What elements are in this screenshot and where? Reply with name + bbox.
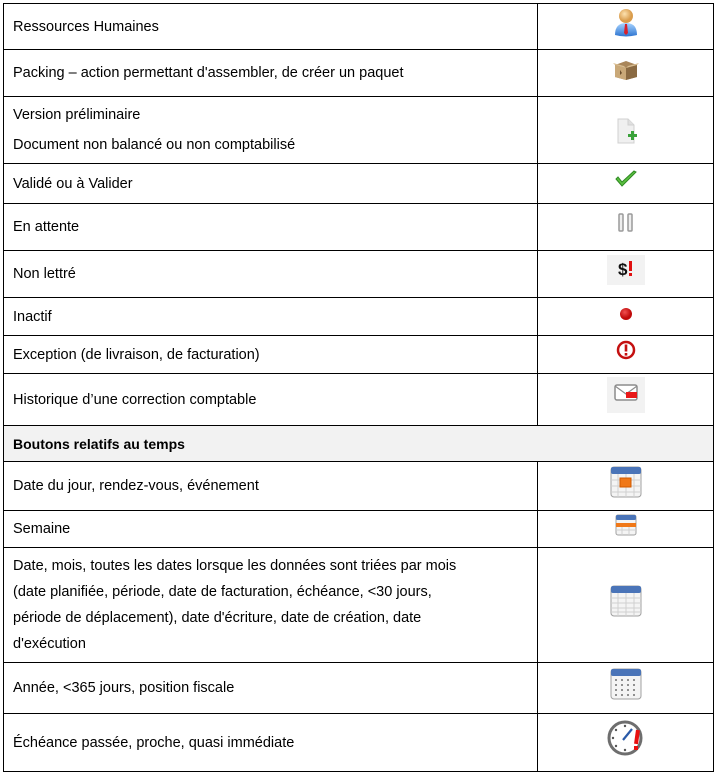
table-row	[4, 548, 714, 663]
calendar-day-icon	[610, 466, 642, 498]
description-text: période de déplacement), date d'écriture, date de création, date	[13, 610, 422, 626]
icon-cell	[538, 714, 714, 772]
icon-cell	[538, 251, 714, 298]
row-description	[4, 204, 538, 251]
row-description	[4, 374, 538, 426]
table-row	[4, 164, 714, 204]
svg-text:$: $	[617, 259, 627, 279]
checkmark-icon	[614, 169, 638, 189]
icon-cell	[538, 374, 714, 426]
description-text: Document non balancé ou non comptabilisé	[13, 137, 296, 153]
table-row	[4, 251, 714, 298]
row-description	[4, 97, 538, 164]
dollar-exclamation-icon	[607, 255, 645, 285]
description-text: Semaine	[13, 521, 71, 537]
icon-cell	[538, 548, 714, 663]
description-text: Exception (de livraison, de facturation)	[13, 346, 260, 363]
icon-cell	[538, 511, 714, 548]
description-text: (date planifiée, période, date de facturation, échéance, <30 jours,	[13, 584, 432, 600]
package-icon	[611, 57, 641, 81]
icon-cell	[538, 4, 714, 50]
row-description	[4, 548, 538, 663]
icon-cell	[538, 97, 714, 164]
calendar-month-icon	[610, 585, 642, 617]
table-row	[4, 374, 714, 426]
description-text: Packing – action permettant d'assembler, de créer un paquet	[13, 65, 404, 81]
icon-cell	[538, 462, 714, 511]
row-description	[4, 251, 538, 298]
description-text: En attente	[13, 219, 80, 235]
description-text: Validé ou à Valider	[13, 175, 133, 192]
row-description	[4, 50, 538, 97]
icon-cell	[538, 204, 714, 251]
row-description	[4, 336, 538, 374]
row-description	[4, 164, 538, 204]
section-header-row	[4, 426, 714, 462]
icon-cell	[538, 50, 714, 97]
description-text: Date, mois, toutes les dates lorsque les données sont triées par mois	[13, 558, 457, 574]
row-description	[4, 714, 538, 772]
table-row	[4, 336, 714, 374]
table-row	[4, 50, 714, 97]
pause-icon	[616, 212, 636, 234]
envelope-icon	[607, 377, 645, 413]
table-row	[4, 462, 714, 511]
description-text: Date du jour, rendez-vous, événement	[13, 478, 259, 494]
table-row	[4, 714, 714, 772]
table-row	[4, 511, 714, 548]
description-text: Version préliminaire	[13, 107, 141, 123]
description-text: Historique d’une correction comptable	[13, 391, 257, 408]
calendar-year-icon	[610, 668, 642, 700]
description-text: Non lettré	[13, 266, 76, 282]
icon-cell	[538, 336, 714, 374]
description-text: Inactif	[13, 308, 52, 325]
table-row	[4, 97, 714, 164]
icon-cell	[538, 164, 714, 204]
description-text: d'exécution	[13, 636, 86, 652]
icon-legend-table	[3, 3, 714, 772]
icon-cell	[538, 663, 714, 714]
table-row	[4, 663, 714, 714]
red-dot-icon	[618, 306, 634, 322]
table-row	[4, 204, 714, 251]
new-document-icon	[613, 117, 639, 145]
description-text: Année, <365 jours, position fiscale	[13, 680, 235, 696]
table-row	[4, 298, 714, 336]
description-text: Ressources Humaines	[13, 18, 159, 35]
row-description	[4, 462, 538, 511]
row-description	[4, 298, 538, 336]
icon-cell	[538, 298, 714, 336]
exclamation-circle-icon	[615, 339, 637, 361]
section-header: Boutons relatifs au temps	[4, 426, 714, 462]
description-text: Échéance passée, proche, quasi immédiate	[13, 734, 295, 751]
row-description	[4, 663, 538, 714]
calendar-week-icon	[615, 514, 637, 536]
clock-alert-icon	[606, 718, 646, 758]
row-description	[4, 511, 538, 548]
row-description	[4, 4, 538, 50]
person-icon	[612, 6, 640, 38]
table-row	[4, 4, 714, 50]
